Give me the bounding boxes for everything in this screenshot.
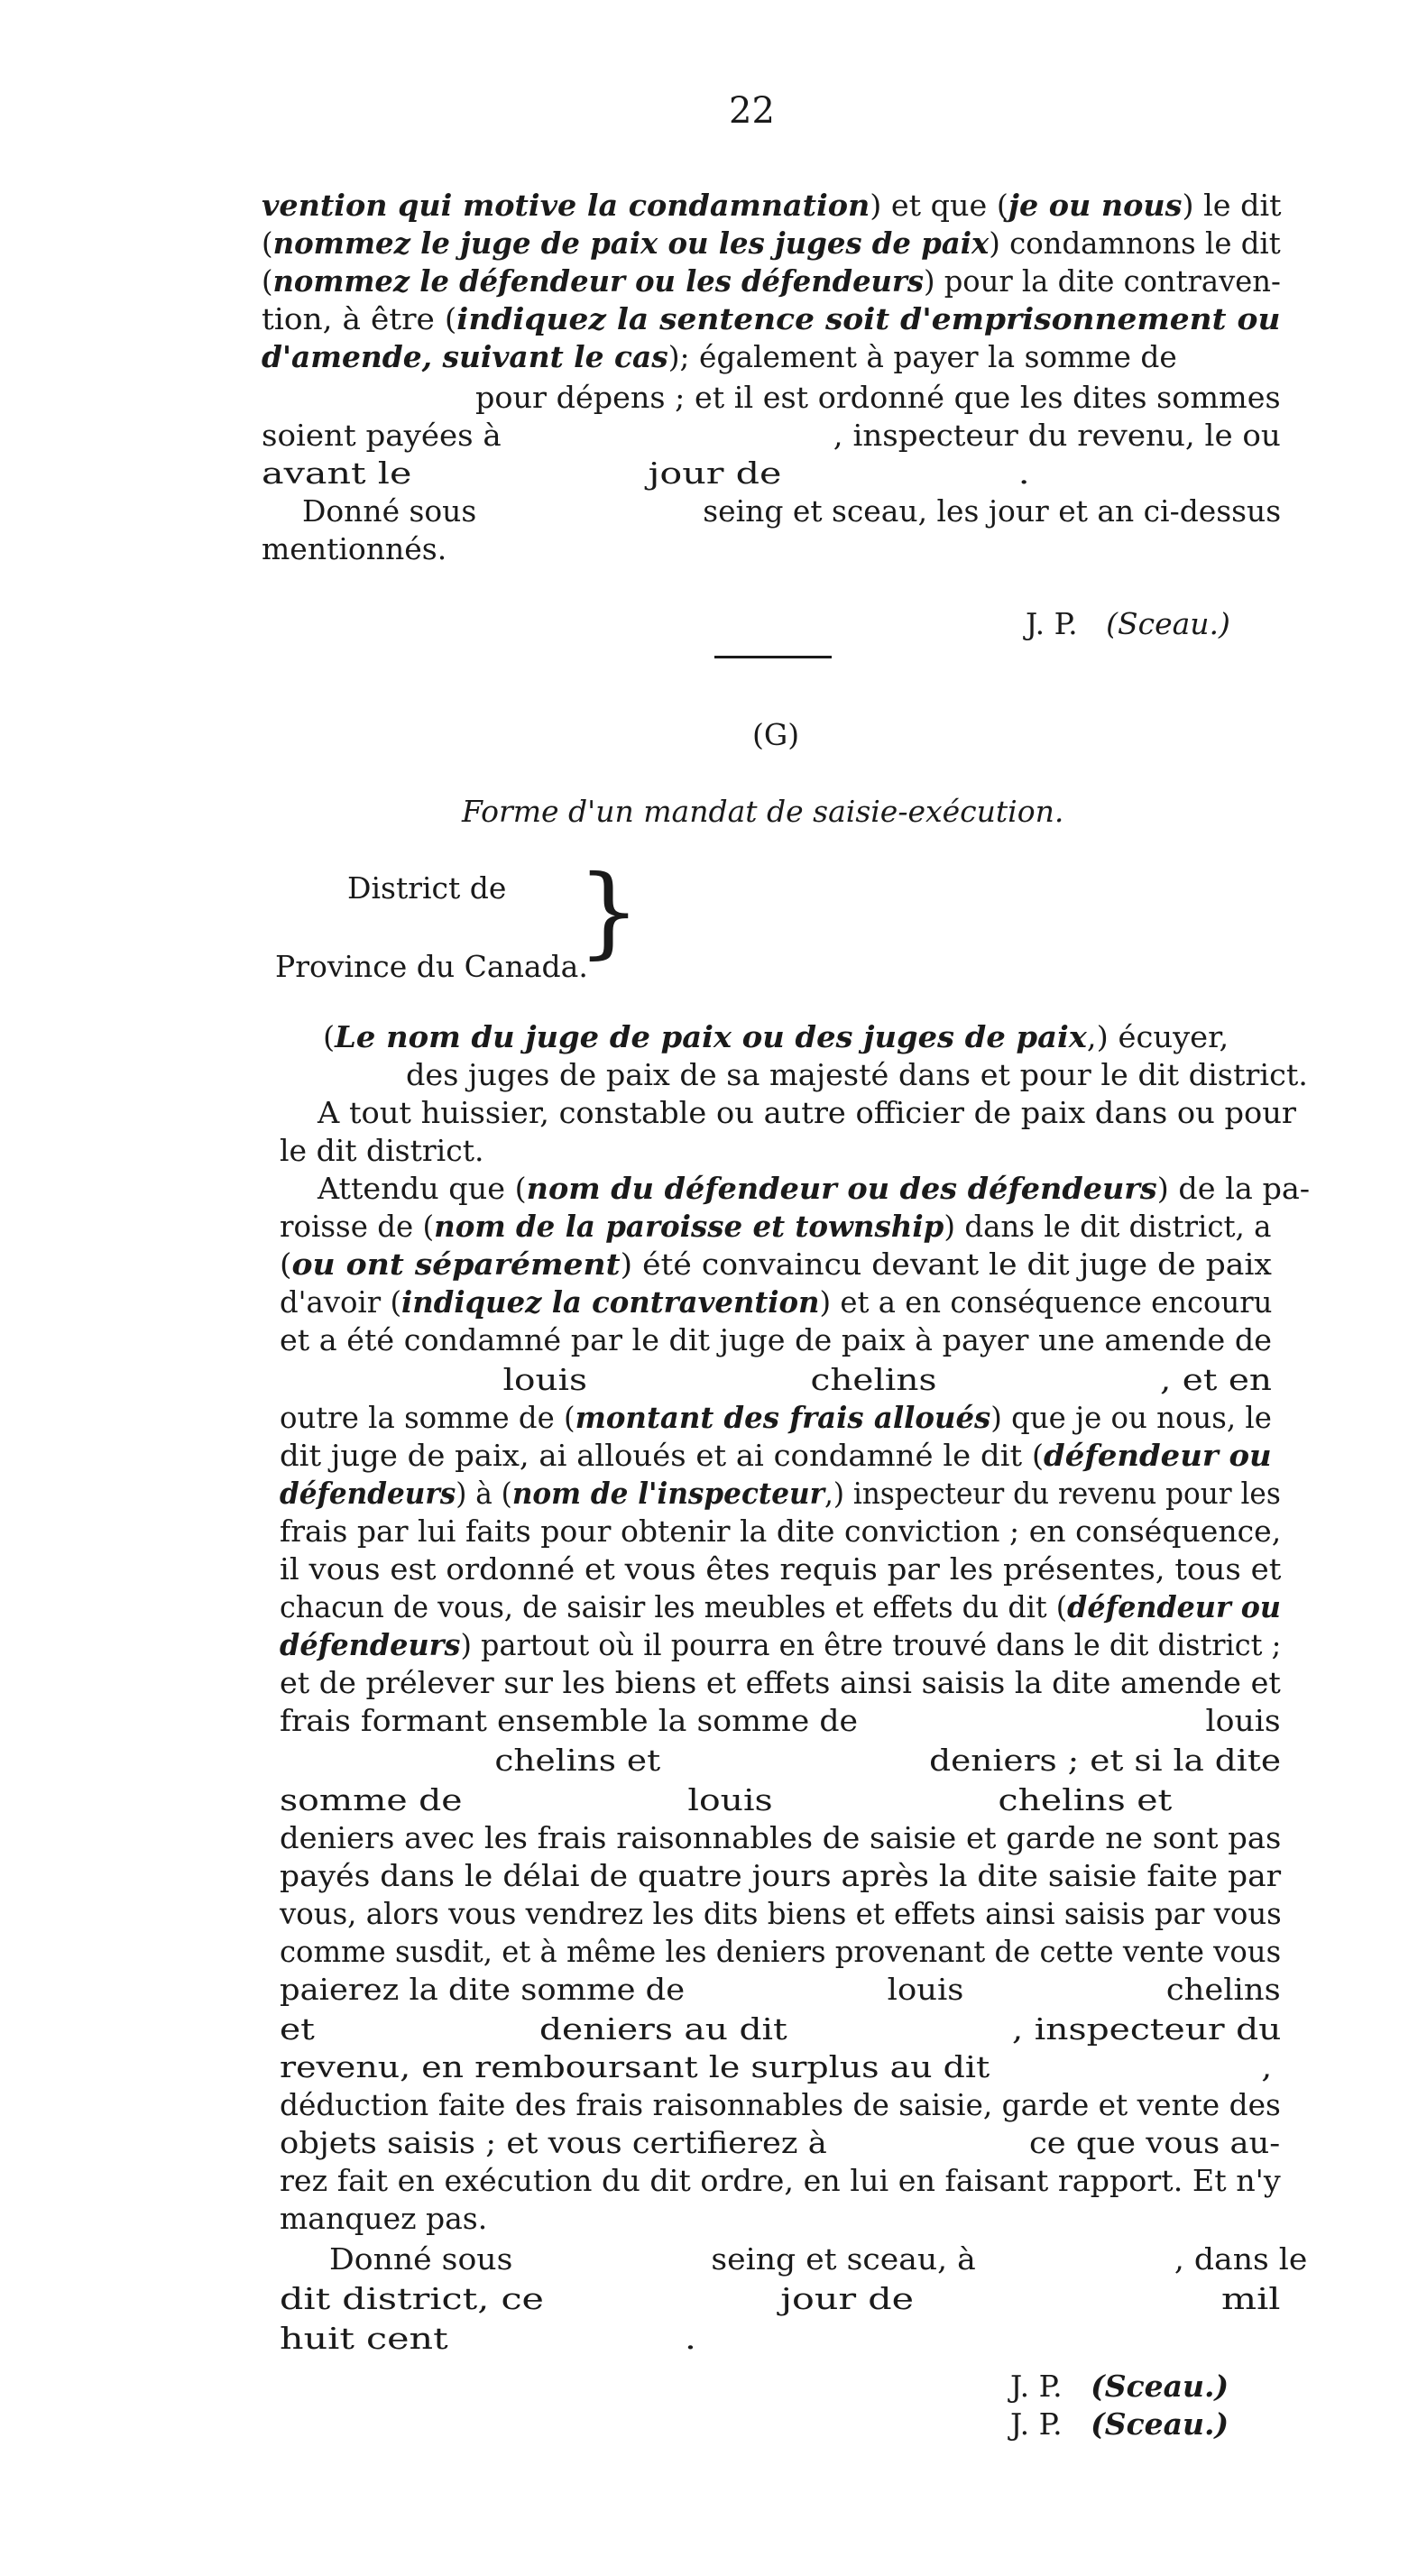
text-run: mentionnés. bbox=[262, 531, 447, 566]
text-line bbox=[280, 1133, 483, 1169]
text-line bbox=[475, 380, 1281, 416]
signature-top bbox=[988, 570, 1230, 678]
text-line bbox=[262, 455, 1030, 492]
text-line bbox=[280, 1858, 1281, 1894]
text-line bbox=[280, 2281, 1280, 2317]
text-run: ( bbox=[262, 225, 273, 261]
page-number: 22 bbox=[729, 90, 775, 132]
text-run: comme susdit, et à même les deniers provenant de cette vente vous bbox=[280, 1934, 1282, 1969]
text-run: ) le dit bbox=[1182, 188, 1282, 223]
text-run: manquez pas. bbox=[280, 2201, 488, 2236]
emphasis-run: montant des frais alloués bbox=[575, 1400, 991, 1435]
text-line bbox=[280, 1247, 1272, 1283]
text-line bbox=[280, 1322, 1272, 1358]
text-line bbox=[318, 1095, 1296, 1131]
section-label: (G) bbox=[752, 717, 800, 752]
emphasis-run: d'amende, suivant le cas bbox=[262, 339, 668, 374]
text-run: vous, alors vous vendrez les dits biens et effets ainsi saisis par vous bbox=[280, 1896, 1282, 1931]
text-run: objets saisis ; et vous certifierez à ce que vous au- bbox=[280, 2125, 1281, 2160]
district-label: District de bbox=[347, 870, 507, 906]
seal-label: (Sceau.) bbox=[1106, 606, 1230, 641]
emphasis-run: défendeurs bbox=[280, 1476, 456, 1511]
section-divider bbox=[714, 656, 832, 658]
text-line bbox=[280, 1743, 1281, 1779]
text-line bbox=[280, 1782, 1172, 1818]
text-line bbox=[280, 2163, 1281, 2199]
emphasis-run: défendeur ou bbox=[1067, 1589, 1281, 1624]
text-line bbox=[262, 339, 1177, 375]
section-title: Forme d'un mandat de saisie-exécution. bbox=[462, 794, 1064, 829]
text-run: frais formant ensemble la somme de louis bbox=[280, 1703, 1281, 1738]
text-line bbox=[280, 1665, 1281, 1701]
emphasis-run: nommez le défendeur ou les défendeurs bbox=[272, 263, 924, 299]
text-run: ) dans le dit district, a bbox=[944, 1209, 1272, 1244]
text-run: le dit district. bbox=[280, 1133, 484, 1168]
text-run: Donné sous seing et sceau, les jour et an ci-dessus bbox=[302, 493, 1282, 529]
emphasis-run: ou ont séparément bbox=[291, 1247, 621, 1282]
text-line bbox=[280, 1703, 1281, 1739]
jp-label: J. P. bbox=[1025, 606, 1078, 641]
text-run: ) partout où il pourra en être trouvé dans le dit district ; bbox=[460, 1627, 1282, 1662]
jp-label: J. P. bbox=[1010, 2406, 1063, 2442]
text-line bbox=[262, 225, 1281, 262]
text-line bbox=[262, 301, 1280, 337]
text-line bbox=[280, 1551, 1281, 1587]
text-line bbox=[329, 2241, 1307, 2277]
text-run: Attendu que ( bbox=[318, 1171, 527, 1206]
text-line bbox=[280, 1476, 1281, 1512]
text-run: et de prélever sur les biens et effets ainsi saisis la dite amende et bbox=[280, 1665, 1281, 1700]
signature-line bbox=[1010, 2406, 1229, 2443]
text-run: A tout huissier, constable ou autre officier de paix dans ou pour bbox=[318, 1095, 1296, 1130]
text-line bbox=[318, 1171, 1310, 1207]
text-run: dit juge de paix, ai alloués et ai condamné le dit ( bbox=[280, 1438, 1045, 1473]
text-line bbox=[280, 1589, 1281, 1625]
text-line bbox=[280, 1627, 1281, 1663]
text-line bbox=[280, 2125, 1280, 2161]
text-line bbox=[262, 418, 1281, 454]
text-run: ) condamnons le dit bbox=[989, 225, 1281, 261]
text-line bbox=[262, 531, 447, 567]
text-run: d'avoir ( bbox=[280, 1284, 402, 1320]
emphasis-run: nom du défendeur ou des défendeurs bbox=[526, 1171, 1157, 1206]
text-line bbox=[280, 2201, 487, 2237]
text-run: rez fait en exécution du dit ordre, en lui en faisant rapport. Et n'y bbox=[280, 2163, 1281, 2198]
text-line bbox=[280, 1284, 1272, 1320]
text-line bbox=[280, 1209, 1272, 1245]
text-line bbox=[280, 1934, 1281, 1970]
text-run: ) à ( bbox=[456, 1476, 512, 1511]
text-run: chelins et deniers ; et si la dite bbox=[280, 1743, 1282, 1778]
emphasis-run: nom de la paroisse et township bbox=[434, 1209, 944, 1244]
text-run: huit cent . bbox=[280, 2321, 697, 2356]
brace-icon: } bbox=[577, 853, 640, 969]
text-run: ) et que ( bbox=[870, 188, 1008, 223]
text-line bbox=[280, 2087, 1281, 2123]
emphasis-run: nommez le juge de paix ou les juges de paix bbox=[272, 225, 990, 261]
text-run: tion, à être ( bbox=[262, 301, 457, 336]
emphasis-run: défendeurs bbox=[280, 1627, 461, 1662]
text-run: outre la somme de ( bbox=[280, 1400, 575, 1435]
province-label: Province du Canada. bbox=[275, 949, 588, 984]
emphasis-run: nom de l'inspecteur bbox=[511, 1476, 824, 1511]
text-run: ,) écuyer, bbox=[1086, 1019, 1229, 1054]
text-run: déduction faite des frais raisonnables de saisie, garde et vente des bbox=[280, 2087, 1281, 2122]
text-run: chacun de vous, de saisir les meubles et effets du dit ( bbox=[280, 1589, 1068, 1624]
text-line bbox=[280, 1513, 1281, 1550]
emphasis-run: vention qui motive la condamnation bbox=[262, 188, 870, 223]
text-run: somme de louis chelins et bbox=[280, 1782, 1173, 1817]
text-line bbox=[280, 1820, 1281, 1856]
text-run: frais par lui faits pour obtenir la dite conviction ; en conséquence, bbox=[280, 1513, 1282, 1549]
text-run: ); également à payer la somme de bbox=[667, 339, 1177, 374]
text-run: paierez la dite somme de louis chelins bbox=[280, 1972, 1281, 2007]
text-line bbox=[280, 2321, 696, 2357]
text-line bbox=[280, 2049, 1272, 2085]
text-line bbox=[280, 1400, 1272, 1436]
text-run: ) pour la dite contraven- bbox=[923, 263, 1281, 299]
text-run: dit district, ce jour de mil bbox=[280, 2281, 1281, 2316]
text-line bbox=[280, 1438, 1272, 1474]
text-run: des juges de paix de sa majesté dans et pour le dit district. bbox=[406, 1057, 1308, 1092]
text-line bbox=[280, 1972, 1281, 2008]
jp-label: J. P. bbox=[1010, 2369, 1063, 2404]
emphasis-run: Le nom du juge de paix ou des juges de paix bbox=[335, 1019, 1087, 1054]
seal-label: (Sceau.) bbox=[1091, 2369, 1229, 2404]
text-run: avant le jour de . bbox=[262, 455, 1030, 491]
text-line bbox=[323, 1019, 1229, 1055]
text-line bbox=[262, 263, 1281, 299]
text-line bbox=[302, 493, 1281, 529]
text-run: ,) inspecteur du revenu pour les bbox=[824, 1476, 1281, 1511]
text-line bbox=[280, 2011, 1281, 2047]
text-run: pour dépens ; et il est ordonné que les dites sommes bbox=[475, 380, 1281, 415]
text-run: ) que je ou nous, le bbox=[990, 1400, 1272, 1435]
signature-line bbox=[1010, 2369, 1229, 2405]
emphasis-run: indiquez la contravention bbox=[401, 1284, 820, 1320]
text-run: payés dans le délai de quatre jours après la dite saisie faite par bbox=[280, 1858, 1282, 1893]
emphasis-run: défendeur ou bbox=[1044, 1438, 1272, 1473]
text-run: et deniers au dit , inspecteur du bbox=[280, 2011, 1282, 2047]
text-run: louis chelins , et en bbox=[280, 1362, 1272, 1397]
text-run: ) et a en conséquence encouru bbox=[819, 1284, 1273, 1320]
emphasis-run: je ou nous bbox=[1008, 188, 1183, 223]
text-line bbox=[280, 1362, 1272, 1398]
text-run: il vous est ordonné et vous êtes requis par les présentes, tous et bbox=[280, 1551, 1282, 1587]
text-run: ( bbox=[323, 1019, 336, 1054]
text-run: ( bbox=[280, 1247, 292, 1282]
text-run: ) été convaincu devant le dit juge de paix bbox=[620, 1247, 1272, 1282]
text-run: roisse de ( bbox=[280, 1209, 435, 1244]
text-run: deniers avec les frais raisonnables de saisie et garde ne sont pas bbox=[280, 1820, 1282, 1855]
seal-label: (Sceau.) bbox=[1091, 2406, 1229, 2442]
text-run: soient payées à , inspecteur du revenu, le ou bbox=[262, 418, 1281, 453]
text-run: ( bbox=[262, 263, 273, 299]
text-line bbox=[262, 188, 1282, 224]
text-line bbox=[406, 1057, 1308, 1093]
text-run: revenu, en remboursant le surplus au dit , bbox=[280, 2049, 1273, 2084]
emphasis-run: indiquez la sentence soit d'emprisonnement ou bbox=[456, 301, 1281, 336]
text-run: Donné sous seing et sceau, à , dans le bbox=[329, 2241, 1308, 2277]
text-line bbox=[280, 1896, 1282, 1932]
text-run: ) de la pa- bbox=[1156, 1171, 1311, 1206]
text-run: et a été condamné par le dit juge de paix à payer une amende de bbox=[280, 1322, 1272, 1357]
